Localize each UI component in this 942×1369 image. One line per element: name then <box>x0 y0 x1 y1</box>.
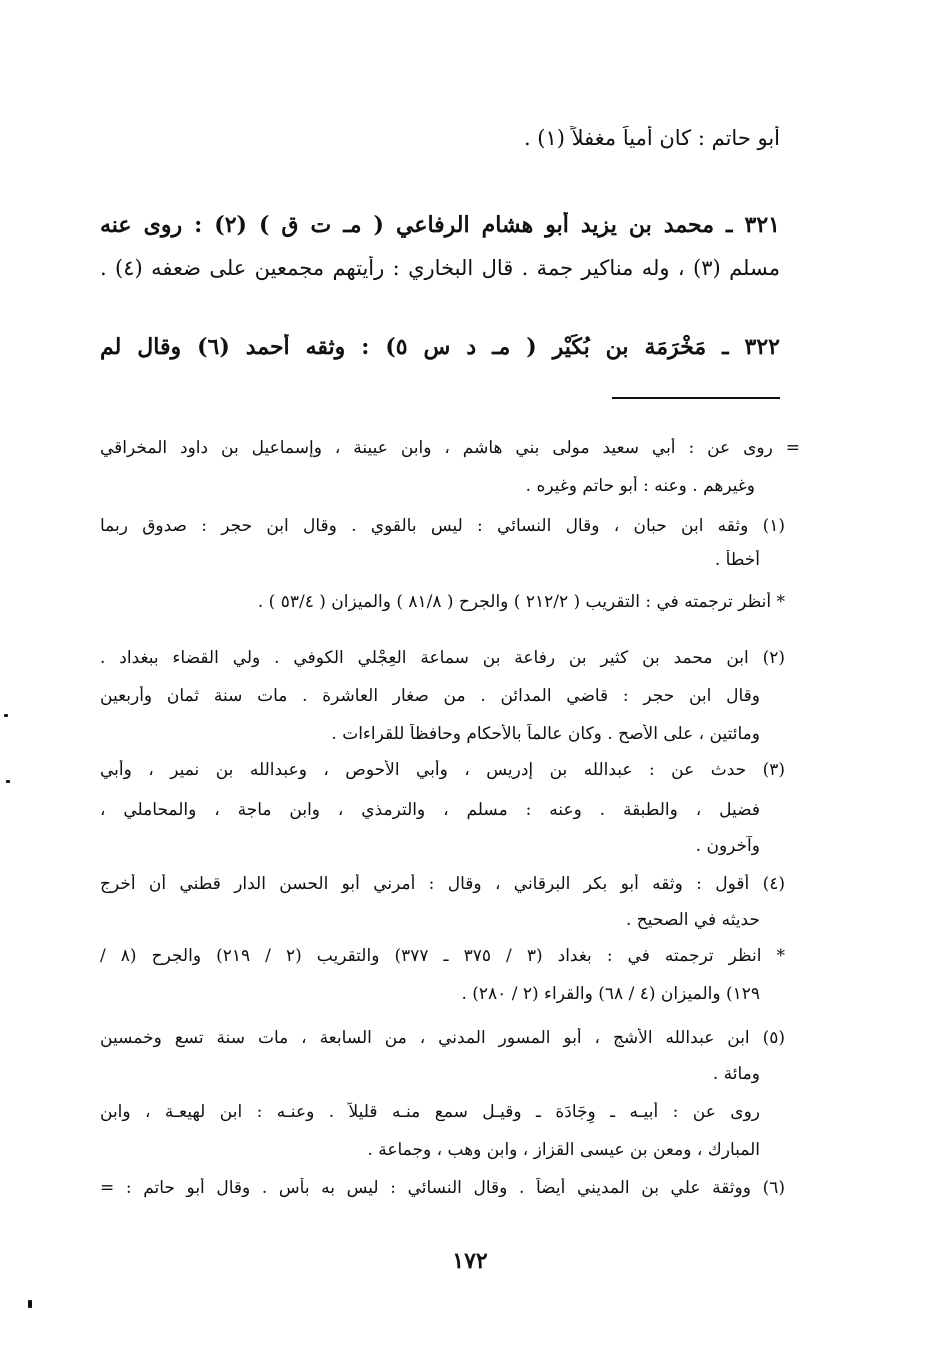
footnote-6: (٦) ووثقة علي بن المديني أيضاً . وقال النسائي : ليس به بأس . وقال أبو حاتم : = <box>100 1178 785 1198</box>
scan-mark <box>28 1300 32 1308</box>
footnote-line: وغيرهم . وعنه : أبو حاتم وغيره . <box>525 476 755 496</box>
footnote-5: (٥) ابن عبدالله الأشج ، أبو المسور المدني ، من السابعة ، مات سنة تسع وخمسين <box>100 1028 785 1048</box>
text-line: مسلم (٣) ، وله مناكير جمة . قال البخاري : رأيتهم مجمعين على ضعفه (٤) . <box>100 256 780 280</box>
footnote-separator <box>612 397 780 399</box>
scan-mark <box>4 714 8 717</box>
footnote-line: * أنظر ترجمته في : التقريب ( ٢١٢/٢ ) والجرح ( ٨١/٨ ) والميزان ( ٥٣/٤ ) . <box>257 592 785 612</box>
footnote-line: فضيل ، والطبقة . وعنه : مسلم ، والترمذي ، وابن ماجة ، والمحاملي ، <box>100 800 760 820</box>
footnote-line: روى عن : أبيـه ـ وِجَادَة ـ وقيـل سمع منـه قليلاً . وعنـه : ابن لهيعـة ، وابن <box>100 1102 760 1122</box>
footnote-2: (٢) ابن محمد بن كثير بن رفاعة بن سماعة العِجْلي الكوفي . ولي القضاء ببغداد . <box>100 648 785 668</box>
footnote-line: أخطأ . <box>714 550 760 570</box>
footnote-line: * انظر ترجمته في : بغداد (٣ / ٣٧٥ ـ ٣٧٧) والتقريب (٢ / ٢١٩) والجرح (٨ / <box>100 946 785 966</box>
footnote-line: ومائتين ، على الأصح . وكان عالماً بالأحكام وحافظاً للقراءات . <box>331 724 760 744</box>
entry-heading-321: ٣٢١ ـ محمد بن يزيد أبو هشام الرفاعي ( مـ ت ق ) (٢) : روى عنه <box>100 212 780 238</box>
footnote-line: المبارك ، ومعن بن عيسى القزاز ، وابن وهب ، وجماعة . <box>367 1140 760 1160</box>
page-number: ١٧٢ <box>452 1248 488 1274</box>
footnote-line: وآخرون . <box>695 836 760 856</box>
footnote-line: ومائة . <box>712 1064 760 1084</box>
entry-heading-322: ٣٢٢ ـ مَخْرَمَة بن بُكَيْر ( مـ د س ٥) : وثقه أحمد (٦) وقال لم <box>100 334 780 360</box>
footnote-line: وقال ابن حجر : قاضي المدائن . من صغار العاشرة . مات سنة ثمان وأربعين <box>100 686 760 706</box>
footnote-3: (٣) حدث عن : عبدالله بن إدريس ، وأبي الأحوص ، وعبدالله بن نمير ، وأبي <box>100 760 785 780</box>
footnote-4: (٤) أقول : وثقه أبو بكر البرقاني ، وقال : أمرني أبو الحسن الدار قطني أن أخرج <box>100 874 785 894</box>
footnote-1: (١) وثقه ابن حبان ، وقال النسائي : ليس بالقوي . وقال ابن حجر : صدوق ربما <box>100 516 785 536</box>
text-line: أبو حاتم : كان أمياً مغفلاً (١) . <box>523 126 780 150</box>
footnote-line: ١٢٩) والميزان (٤ / ٦٨) والقراء (٢ / ٢٨٠) . <box>461 984 760 1004</box>
footnote-line: = روى عن : أبي سعيد مولى بني هاشم ، وابن عيينة ، وإسماعيل بن داود المخراقي <box>100 438 800 458</box>
footnote-line: حديثه في الصحيح . <box>625 910 760 930</box>
scan-mark <box>6 780 10 783</box>
